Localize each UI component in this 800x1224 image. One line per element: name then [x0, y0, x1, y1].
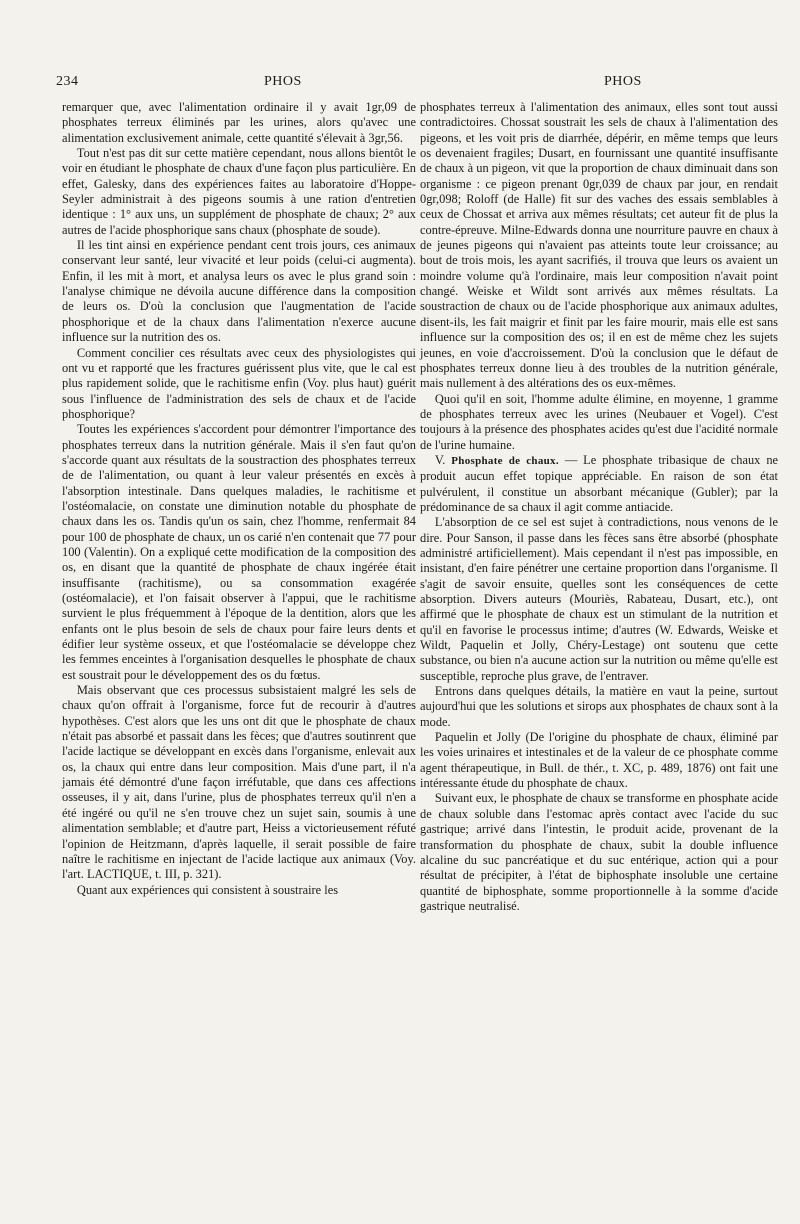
- paragraph: Entrons dans quelques détails, la matière en vaut la peine, surtout aujourd'hui que les solutions et sirops aux phosphates de chaux sont à la mode.: [420, 684, 778, 729]
- right-column: [420, 100, 778, 914]
- paragraph: L'absorption de ce sel est sujet à contradictions, nous venons de le dire. Pour Sanson, il passe dans les fèces sans être absorbé (phosphate administré artificiellement). Mais cependant il n'est pas impossible, en insistant, d'en faire pénétrer une certaine proportion dans l'organisme. Il s'agit de savoir ensuite, quelles sont les conséquences de cette absorption. Divers auteurs (Mouriès, Rabateau, Dusart, etc.), ont affirmé que le phosphate de chaux est un stimulant de la nutrition et qu'il en favorise le processus intime; d'autres (W. Edwards, Weiske et Wildt, Paquelin et Jolly, Chéry-Lestage) ont soutenu que cette substance, ou bien n'a aucune action sur la nutrition ou même qu'elle est susceptible, reproche plus grave, de l'entraver.: [420, 515, 778, 683]
- paragraph: Paquelin et Jolly (De l'origine du phosphate de chaux, éliminé par les voies urinaires et intestinales et de la valeur de ce phosphate comme agent thérapeutique, in Bull. de thér., t. XC, p. 489, 1876) ont fait une intéressante étude du phosphate de chaux.: [420, 730, 778, 791]
- left-column: [62, 100, 416, 898]
- section-heading: Phosphate de chaux.: [451, 454, 559, 467]
- paragraph: Mais observant que ces processus subsistaient malgré les sels de chaux qu'on offrait à l'organisme, force fut de recourir à d'autres hypothèses. C'est alors que les uns ont dit que le phosphate de chaux n'était pas absorbé et passait dans les fèces; que d'autres soutinrent que l'acide lactique se développant en excès dans l'organisme, enlevait aux os, la chaux qui entre dans leur composition. Mais d'une part, il n'a jamais été démontré d'une façon irréfutable, que dans ces affections osseuses, il y ait, dans l'urine, plus de phosphates terreux qu'il n'en a été ingéré ou qu'il ne s'en trouve chez un sujet sain, soumis à une alimentation semblable; et d'autre part, Heiss a victorieusement réfuté l'opinion de Heitzmann, d'après laquelle, il serait possible de faire naître le rachitisme en injectant de l'acide lactique aux animaux (Voy. l'art. LACTIQUE, t. III, p. 321).: [62, 683, 416, 882]
- running-head-left: PHOS: [264, 74, 302, 89]
- section-paragraph: [420, 453, 778, 515]
- paragraph: Toutes les expériences s'accordent pour démontrer l'importance des phosphates terreux dans la nutrition générale. Mais il s'en faut qu'on s'accorde quant aux résultats de la soustraction des phosphates terreux de de l'alimentation, ou quant à leur valeur présentés en excès à l'absorption intestinale. Dans quelques maladies, le rachitisme et l'ostéomalacie, on constate une diminution notable du phosphate de chaux dans les os. Tandis qu'un os sain, chez l'homme, renfermait 84 pour 100 de phosphate de chaux, un os carié n'en contenait que 77 pour 100 (Valentin). On a expliqué cette modification de la composition des os, en disant que la quantité de phosphate de chaux ingérée était insuffisante (rachitisme), ou sa consommation exagérée (ostéomalacie), et l'on faisait observer à l'appui, que le rachitisme survient le plus fréquemment à l'époque de la dentition, alors que les enfants ont le plus besoin de sels de chaux pour faire leurs dents et édifier leur système osseux, et que l'ostéomalacie se développe chez les femmes enceintes à l'organisation desquelles le phosphate de chaux est soustrait pour le développement des os du fœtus.: [62, 422, 416, 682]
- section-text: — Le phosphate tribasique de chaux ne produit aucun effet topique appréciable. En raison de son état pulvérulent, il constitue un absorbant mécanique (Gubler); par la prédominance de sa chaux il agit comme antiacide.: [420, 452, 779, 514]
- paragraph: Il les tint ainsi en expérience pendant cent trois jours, ces animaux conservant leur santé, leur vivacité et leur poids (celui-ci augmenta). Enfin, il les mit à mort, et analysa leurs os avec le plus grand soin : l'analyse chimique ne dévoila aucune différence dans la composition de leurs os. D'où la conclusion que l'augmentation de l'acide phosphorique et de la chaux dans l'alimentation n'exerce aucune influence sur la nutrition des os.: [62, 238, 416, 345]
- page-number: 234: [56, 74, 79, 89]
- paragraph: Suivant eux, le phosphate de chaux se transforme en phosphate acide de chaux soluble dans l'estomac après contact avec l'acide du suc gastrique; arrivé dans l'intestin, le produit acide, provenant de la transformation du phosphate de chaux, subit la double influence alcaline du suc pancréatique et du suc entérique, action qui a pour résultat de précipiter, à l'état de biphosphate insoluble une certaine quantité de biphosphate, somme proportionnelle à la somme d'acide gastrique neutralisé.: [420, 791, 778, 913]
- paragraph: Tout n'est pas dit sur cette matière cependant, nous allons bientôt le voir en étudiant le phosphate de chaux d'une façon plus particulière. En effet, Galesky, dans des expériences faites au laboratoire d'Hoppe-Seyler administrait à des pigeons soumis à une ration d'entretien identique : 1° aux uns, un supplément de phosphate de chaux; 2° aux autres de l'acide phosphorique sans chaux (phosphate de soude).: [62, 146, 416, 237]
- running-head-right: PHOS: [604, 74, 642, 89]
- paragraph: phosphates terreux à l'alimentation des animaux, elles sont tout aussi contradictoires. Chossat soustrait les sels de chaux à l'alimentation des pigeons, et les voit pris de diarrhée, dépérir, en même temps que leurs os devenaient fragiles; Dusart, en fournissant une quantité insuffisante de chaux à un pigeon, vit que la proportion de chaux diminuait dans son organisme : ce pigeon prenant 0gr,039 de chaux par jour, en rendait 0gr,098; Roloff (de Halle) fit sur des vaches des essais semblables à ceux de Chossat et arriva aux mêmes résultats; cet auteur fit de plus la contre-épreuve. Milne-Edwards donna une nourriture pauvre en chaux à de jeunes pigeons qui n'avaient pas atteints toute leur croissance; au bout de trois mois, les ayant sacrifiés, il trouva que leurs os avaient un moindre volume qu'à l'ordinaire, mais leur composition n'avait point changé. Weiske et Wildt sont arrivés aux mêmes résultats. La soustraction de chaux ou de l'acide phosphorique aux animaux adultes, disent-ils, les fait maigrir et finit par les faire mourir, mais elle est sans influence sur la composition des os; il en est de même chez les sujets jeunes, en voie d'accroissement. D'où la conclusion que le défaut de phosphates terreux donne lieu à des troubles de la nutrition générale, mais nullement à des altérations des os eux-mêmes.: [420, 100, 778, 391]
- running-header: [56, 74, 776, 94]
- paragraph: Quoi qu'il en soit, l'homme adulte élimine, en moyenne, 1 gramme de phosphates terreux avec les urines (Neubauer et Vogel). C'est toujours à la présence des phosphates acides qu'est due l'acidité normale de l'urine humaine.: [420, 391, 778, 452]
- paragraph: Quant aux expériences qui consistent à soustraire les: [76, 882, 339, 897]
- paragraph: remarquer que, avec l'alimentation ordinaire il y avait 1gr,09 de phosphates terreux éliminés par les urines, alors qu'avec une alimentation exclusivement animale, cette quantité s'élevait à 3gr,56.: [62, 100, 416, 145]
- paragraph: Comment concilier ces résultats avec ceux des physiologistes qui ont vu et rapporté que les fractures guérissent plus vite, que le cal est plus rapidement solide, que le rachitisme enfin (Voy. plus haut) guérit sous l'influence de l'administration des sels de chaux et de l'acide phosphorique?: [62, 345, 416, 421]
- section-number: V.: [434, 452, 452, 467]
